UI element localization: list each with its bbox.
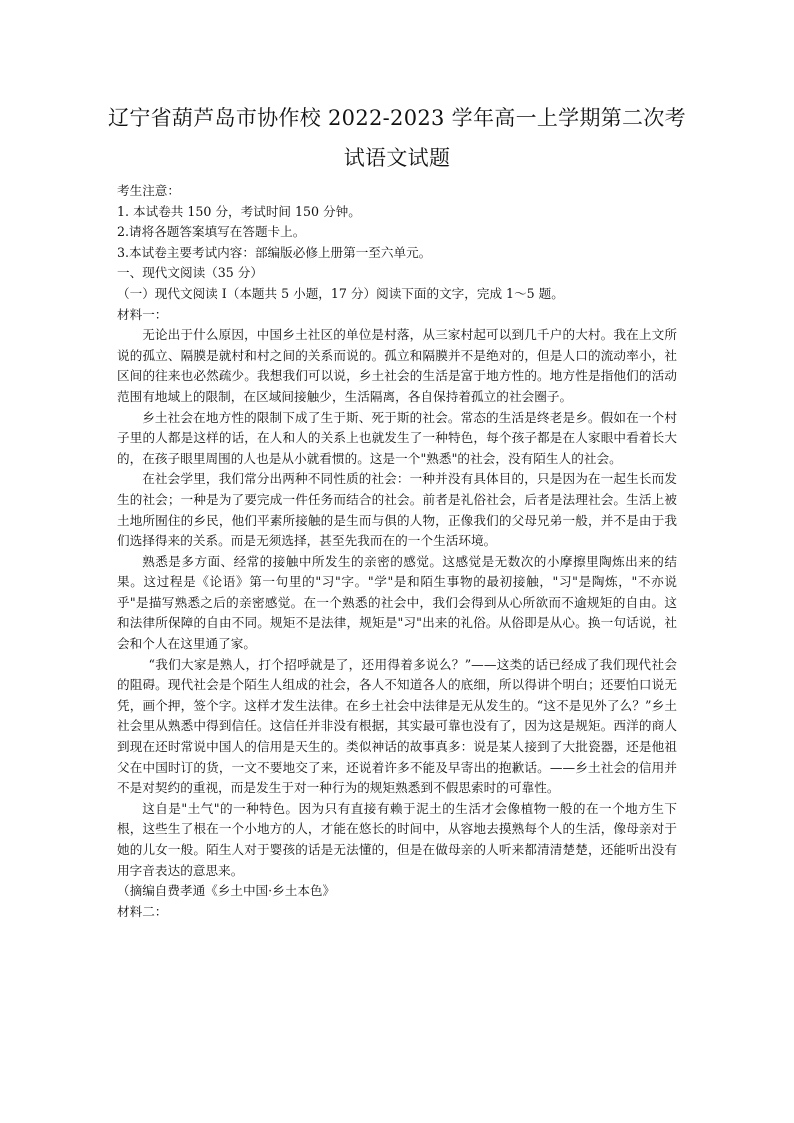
passage-paragraph: 无论出于什么原因，中国乡土社区的单位是村落，从三家村起可以到几千户的大村。我在上文所说的孤立、隔膜是就村和村之间的关系而说的。孤立和隔膜并不是绝对的，但是人口的流动率小，社区间的往来也必然疏少。我想我们可以说，乡土社会的生活是富于地方性的。地方性是指他们的活动范围有地域上的限制，在区域间接触少，生活隔离，各自保持着孤立的社会圈子。	[117, 327, 677, 404]
notice-heading: 考生注意：	[117, 183, 180, 198]
notice-item: 3.本试卷主要考试内容：部编版必修上册第一至六单元。	[117, 244, 432, 260]
material2-label: 材料二：	[117, 903, 168, 919]
notice-item: 2.请将各题答案填写在答题卡上。	[117, 224, 306, 240]
exam-title-line2: 试语文试题	[343, 146, 451, 170]
section-subheading: （一）现代文阅读 I（本题共 5 小题，17 分）阅读下面的文字，完成 1～5 题。	[117, 285, 564, 301]
material1-label: 材料一：	[117, 306, 168, 322]
section-heading: 一、现代文阅读（35 分）	[117, 265, 263, 281]
exam-body	[117, 181, 677, 922]
source-citation: （摘编自费孝通《乡土中国·乡土本色》	[117, 883, 336, 899]
passage-paragraph: 这自是"土气"的一种特色。因为只有直接有赖于泥土的生活才会像植物一般的在一个地方生下根，这些生了根在一个小地方的人，才能在悠长的时间中，从容地去摸熟每个人的生活，像母亲对于她的儿女一般。陌生人对于婴孩的话是无法懂的，但是在做母亲的人听来都清清楚楚，还能听出没有用字音表达的意思来。	[117, 800, 677, 878]
passage-paragraph: 熟悉是多方面、经常的接触中所发生的亲密的感觉。这感觉是无数次的小摩擦里陶炼出来的结果。这过程是《论语》第一句里的"习"字。"学"是和陌生事物的最初接触，"习"是陶炼，"不亦说乎"是描写熟悉之后的亲密感觉。在一个熟悉的社会中，我们会得到从心所欲而不逾规矩的自由。这和法律所保障的自由不同。规矩不是法律，规矩是"习"出来的礼俗。从俗即是从心。换一句话说，社会和个人在这里通了家。	[117, 553, 677, 652]
exam-title-line1: 辽宁省葫芦岛市协作校 2022-2023 学年高一上学期第二次考	[108, 106, 686, 130]
passage-paragraph: “我们大家是熟人，打个招呼就是了，还用得着多说么？”——这类的话已经成了我们现代社会的阻碍。现代社会是个陌生人组成的社会，各人不知道各人的底细，所以得讲个明白；还要怕口说无凭，画个押，签个字。这样才发生法律。在乡土社会中法律是无从发生的。“这不是见外了么？”乡土社会里从熟悉中得到信任。这信任并非没有根据，其实最可靠也没有了，因为这是规矩。西洋的商人到现在还时常说中国人的信用是天生的。类似神话的故事真多：说是某人接到了大批瓷器，还是他祖父在中国时订的货，一文不要地交了来，还说着许多不能及早寄出的抱歉话。——乡土社会的信用并不是对契约的重视，而是发生于对一种行为的规矩熟悉到不假思索时的可靠性。	[117, 656, 677, 796]
notice-item: 1. 本试卷共 150 分，考试时间 150 分钟。	[117, 203, 361, 219]
passage-paragraph: 在社会学里，我们常分出两种不同性质的社会：一种并没有具体目的，只是因为在一起生长而发生的社会；一种是为了要完成一件任务而结合的社会。前者是礼俗社会，后者是法理社会。生活上被土地所囿住的乡民，他们平素所接触的是生而与俱的人物，正像我们的父母兄弟一般，并不是由于我们选择得来的关系。而是无须选择，甚至先我而在的一个生活环境。	[117, 471, 677, 549]
passage-paragraph: 乡土社会在地方性的限制下成了生于斯、死于斯的社会。常态的生活是终老是乡。假如在一个村子里的人都是这样的话，在人和人的关系上也就发生了一种特色，每个孩子都是在人家眼中看着长大的，在孩子眼里周围的人也是从小就看惯的。这是一个"熟悉"的社会，没有陌生人的社会。	[117, 409, 677, 466]
